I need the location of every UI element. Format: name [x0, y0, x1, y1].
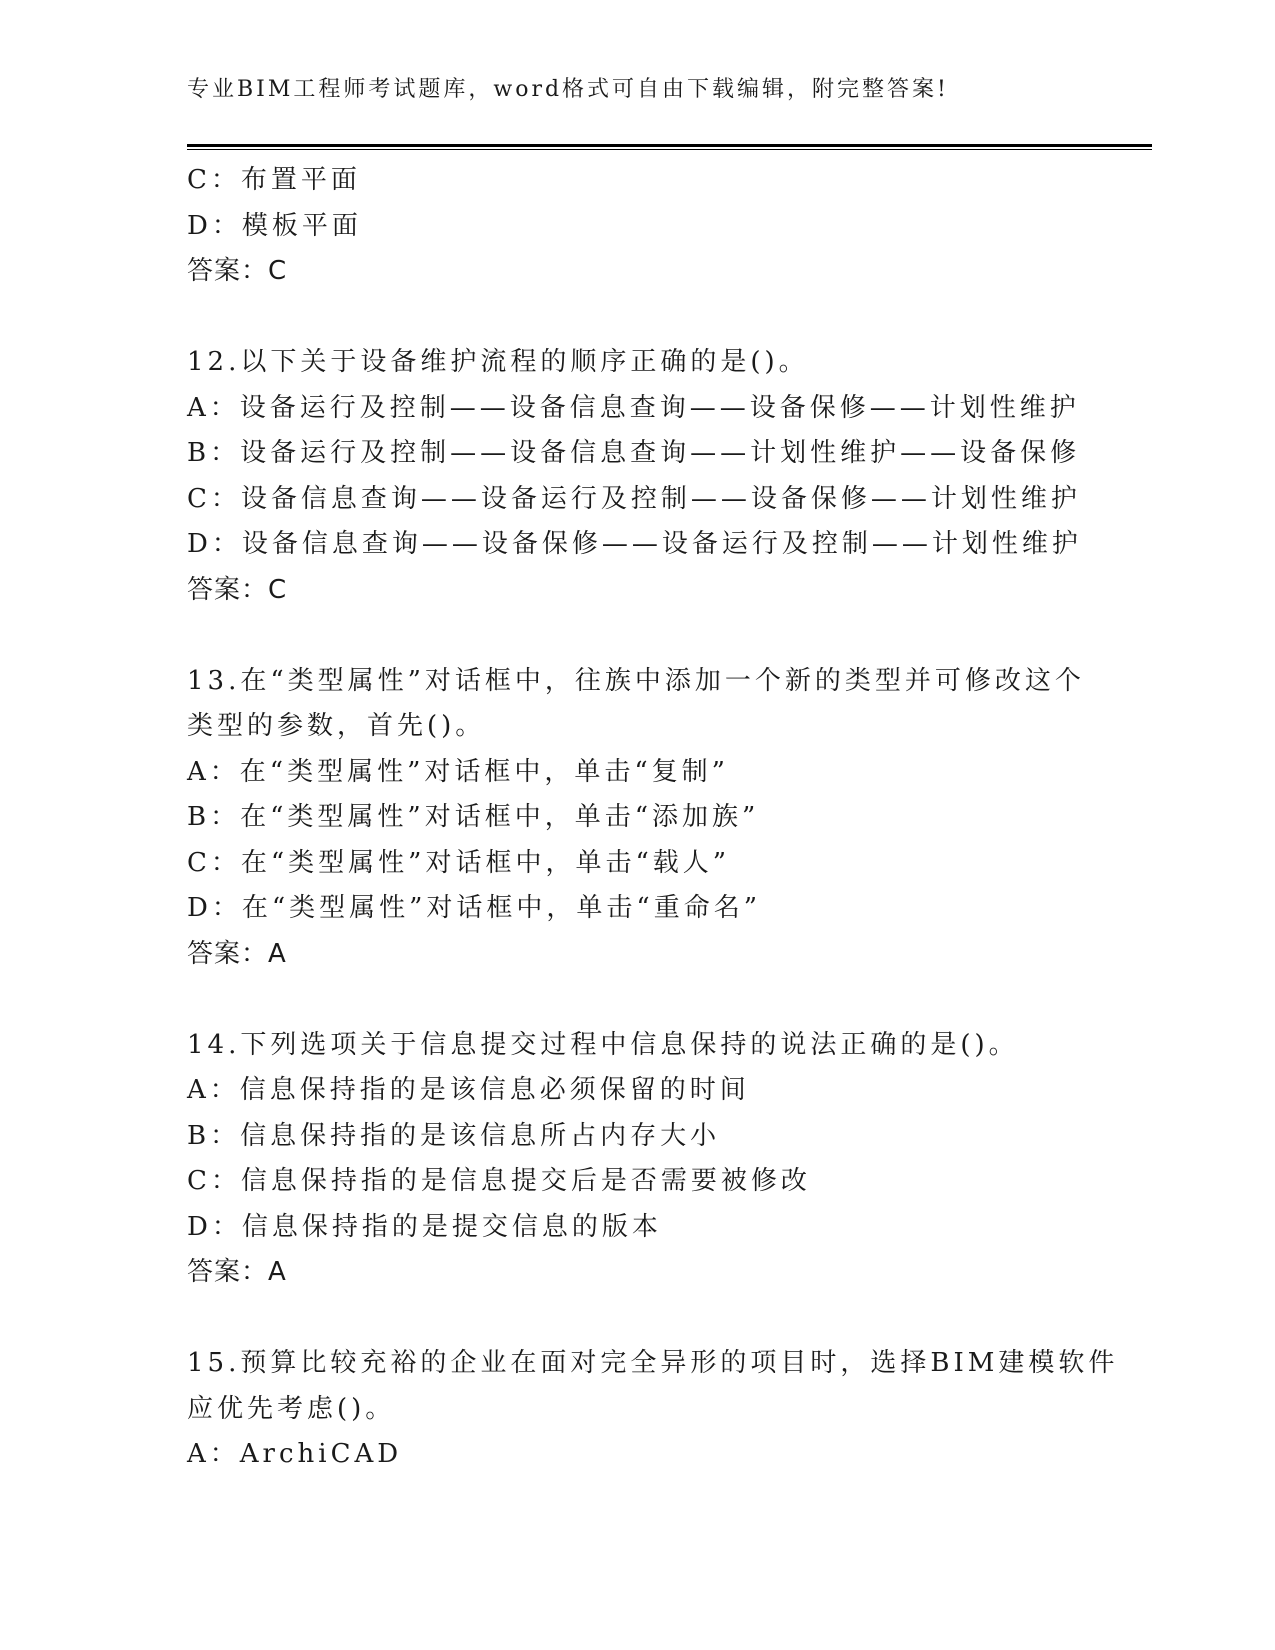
question-text-continued: 应优先考虑()。 [187, 1393, 396, 1424]
question-text: 14.下列选项关于信息提交过程中信息保持的说法正确的是()。 [187, 1029, 1019, 1060]
option-c: C：信息保持指的是信息提交后是否需要被修改 [187, 1166, 811, 1196]
answer: 答案：C [187, 574, 288, 605]
option-a: A：在“类型属性”对话框中，单击“复制” [187, 756, 729, 787]
answer: 答案：C [187, 256, 288, 286]
spacer [187, 613, 1087, 659]
page-header: 专业BIM工程师考试题库，word格式可自由下载编辑，附完整答案! [187, 77, 949, 102]
spacer [187, 1296, 1087, 1342]
option-b: B：信息保持指的是该信息所占内存大小 [187, 1120, 721, 1151]
header-rule-thin [187, 149, 1152, 150]
option-d: D：模板平面 [187, 210, 362, 241]
question-text: 13.在“类型属性”对话框中，往族中添加一个新的类型并可修改这个 [187, 665, 1085, 696]
option-c: C：在“类型属性”对话框中，单击“载人” [187, 847, 731, 878]
question-text-continued: 类型的参数，首先()。 [187, 711, 486, 741]
option-c: C：设备信息查询——设备运行及控制——设备保修——计划性维护 [187, 483, 1081, 514]
spacer [187, 977, 1087, 1023]
option-d: D：信息保持指的是提交信息的版本 [187, 1211, 662, 1242]
spacer [187, 295, 1087, 341]
question-text: 15.预算比较充裕的企业在面对完全异形的项目时，选择BIM建模软件 [187, 1348, 1119, 1378]
option-d: D：在“类型属性”对话框中，单击“重命名” [187, 893, 762, 923]
option-b: B：设备运行及控制——设备信息查询——计划性维护——设备保修 [187, 438, 1081, 468]
option-a: A：信息保持指的是该信息必须保留的时间 [187, 1075, 750, 1105]
question-text: 12.以下关于设备维护流程的顺序正确的是()。 [187, 347, 809, 377]
option-b: B：在“类型属性”对话框中，单击“添加族” [187, 802, 760, 832]
answer: 答案：A [187, 938, 287, 969]
option-a: A：设备运行及控制——设备信息查询——设备保修——计划性维护 [187, 392, 1080, 423]
answer: 答案：A [187, 1257, 287, 1287]
option-d: D：设备信息查询——设备保修——设备运行及控制——计划性维护 [187, 529, 1082, 559]
option-c: C：布置平面 [187, 165, 361, 195]
option-a: A：ArchiCAD [187, 1439, 403, 1469]
header-rule-thick [187, 144, 1152, 147]
document-body [187, 158, 1119, 1478]
